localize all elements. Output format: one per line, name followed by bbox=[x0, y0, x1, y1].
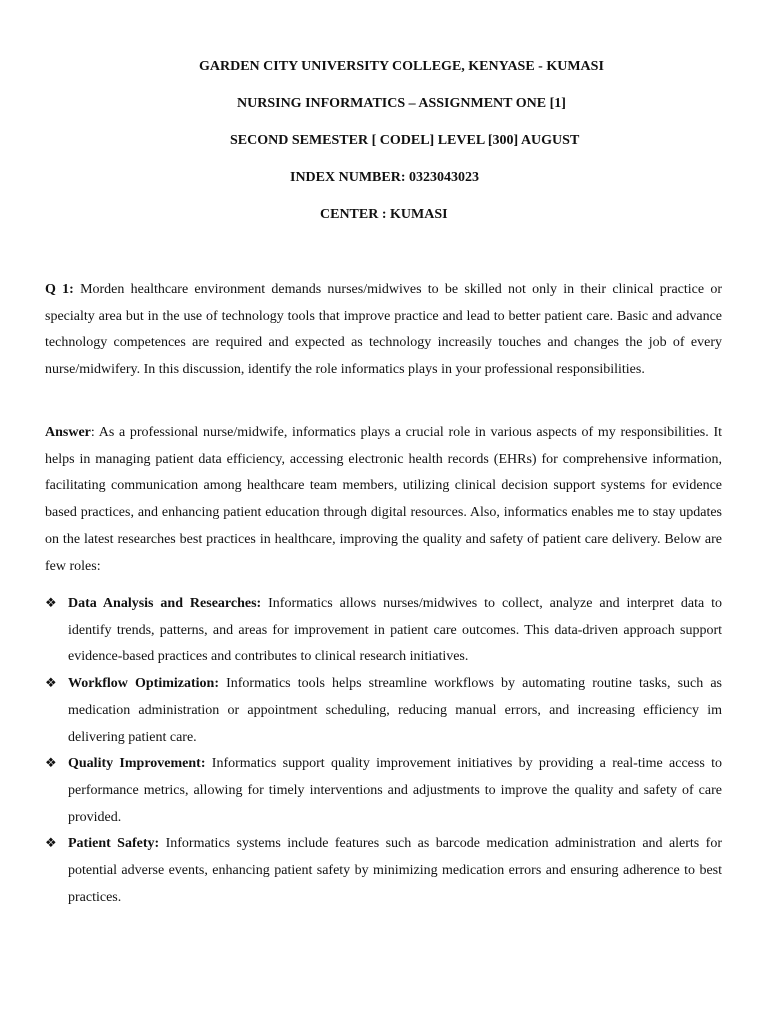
diamond-bullet-icon: ❖ bbox=[45, 676, 57, 692]
bullet-title: Patient Safety: bbox=[68, 836, 160, 852]
question-paragraph bbox=[45, 277, 722, 384]
bullet-title: Data Analysis and Researches: bbox=[68, 596, 262, 611]
diamond-bullet-icon: ❖ bbox=[45, 756, 57, 772]
semester-line: SECOND SEMESTER [ CODEL] LEVEL [300] AUGUST bbox=[230, 133, 580, 148]
index-number: INDEX NUMBER: 0323043023 bbox=[290, 170, 479, 185]
answer-text: : As a professional nurse/midwife, informatics plays a crucial role in various aspects of my responsibilities. It helps in managing patient data efficiency, accessing electronic health records (EHRs) for comprehensive information, facilitating communication among healthcare team members, utilizing clinical decision support systems for evidence based practices, and enhancing patient education through digital resources. Also, informatics enables me to stay updates on the latest researches best practices in healthcare, improving the quality and safety of patient care delivery. Below are few roles: bbox=[45, 425, 722, 574]
list-item bbox=[45, 671, 722, 751]
diamond-bullet-icon: ❖ bbox=[45, 836, 57, 852]
bullet-text: Informatics allows nurses/midwives to collect, analyze and interpret data to identify trends, patterns, and areas for improvement in patient care outcomes. This data-driven approach support evidence-based practices and contributes to clinical research initiatives. bbox=[68, 596, 722, 665]
course-title: NURSING INFORMATICS – ASSIGNMENT ONE [1] bbox=[237, 96, 566, 111]
bullet-title: Quality Improvement: bbox=[68, 756, 206, 772]
list-item bbox=[45, 751, 722, 831]
university-title: GARDEN CITY UNIVERSITY COLLEGE, KENYASE - KUMASI bbox=[199, 59, 604, 74]
roles-list bbox=[45, 591, 722, 911]
answer-paragraph bbox=[45, 420, 722, 580]
answer-label: Answer bbox=[45, 425, 91, 440]
question-text: Morden healthcare environment demands nurses/midwives to be skilled not only in their clinical practice or specialty area but in the use of technology tools that improve practice and lead to better patient care. Basic and advance technology competences are required and expected as technology increasily touches and changes the job of every nurse/midwifery. In this discussion, identify the role informatics plays in your professional responsibilities. bbox=[45, 282, 722, 378]
bullet-text: Informatics tools helps streamline workflows by automating routine tasks, such as medication administration or appointment scheduling, reducing manual errors, and increasing efficiency im delivering patient care. bbox=[68, 676, 722, 745]
list-item bbox=[45, 591, 722, 671]
center-line: CENTER : KUMASI bbox=[320, 207, 448, 222]
bullet-text: Informatics support quality improvement initiatives by providing a real-time access to performance metrics, allowing for timely interventions and adjustments to improve the quality and safety of care provided. bbox=[68, 756, 722, 825]
bullet-title: Workflow Optimization: bbox=[68, 676, 219, 692]
bullet-text: Informatics systems include features such as barcode medication administration and alerts for potential adverse events, enhancing patient safety by minimizing medication errors and ensuring adherence to best practices. bbox=[68, 836, 722, 905]
diamond-bullet-icon: ❖ bbox=[45, 596, 57, 611]
question-label: Q 1: bbox=[45, 282, 74, 297]
list-item bbox=[45, 831, 722, 911]
